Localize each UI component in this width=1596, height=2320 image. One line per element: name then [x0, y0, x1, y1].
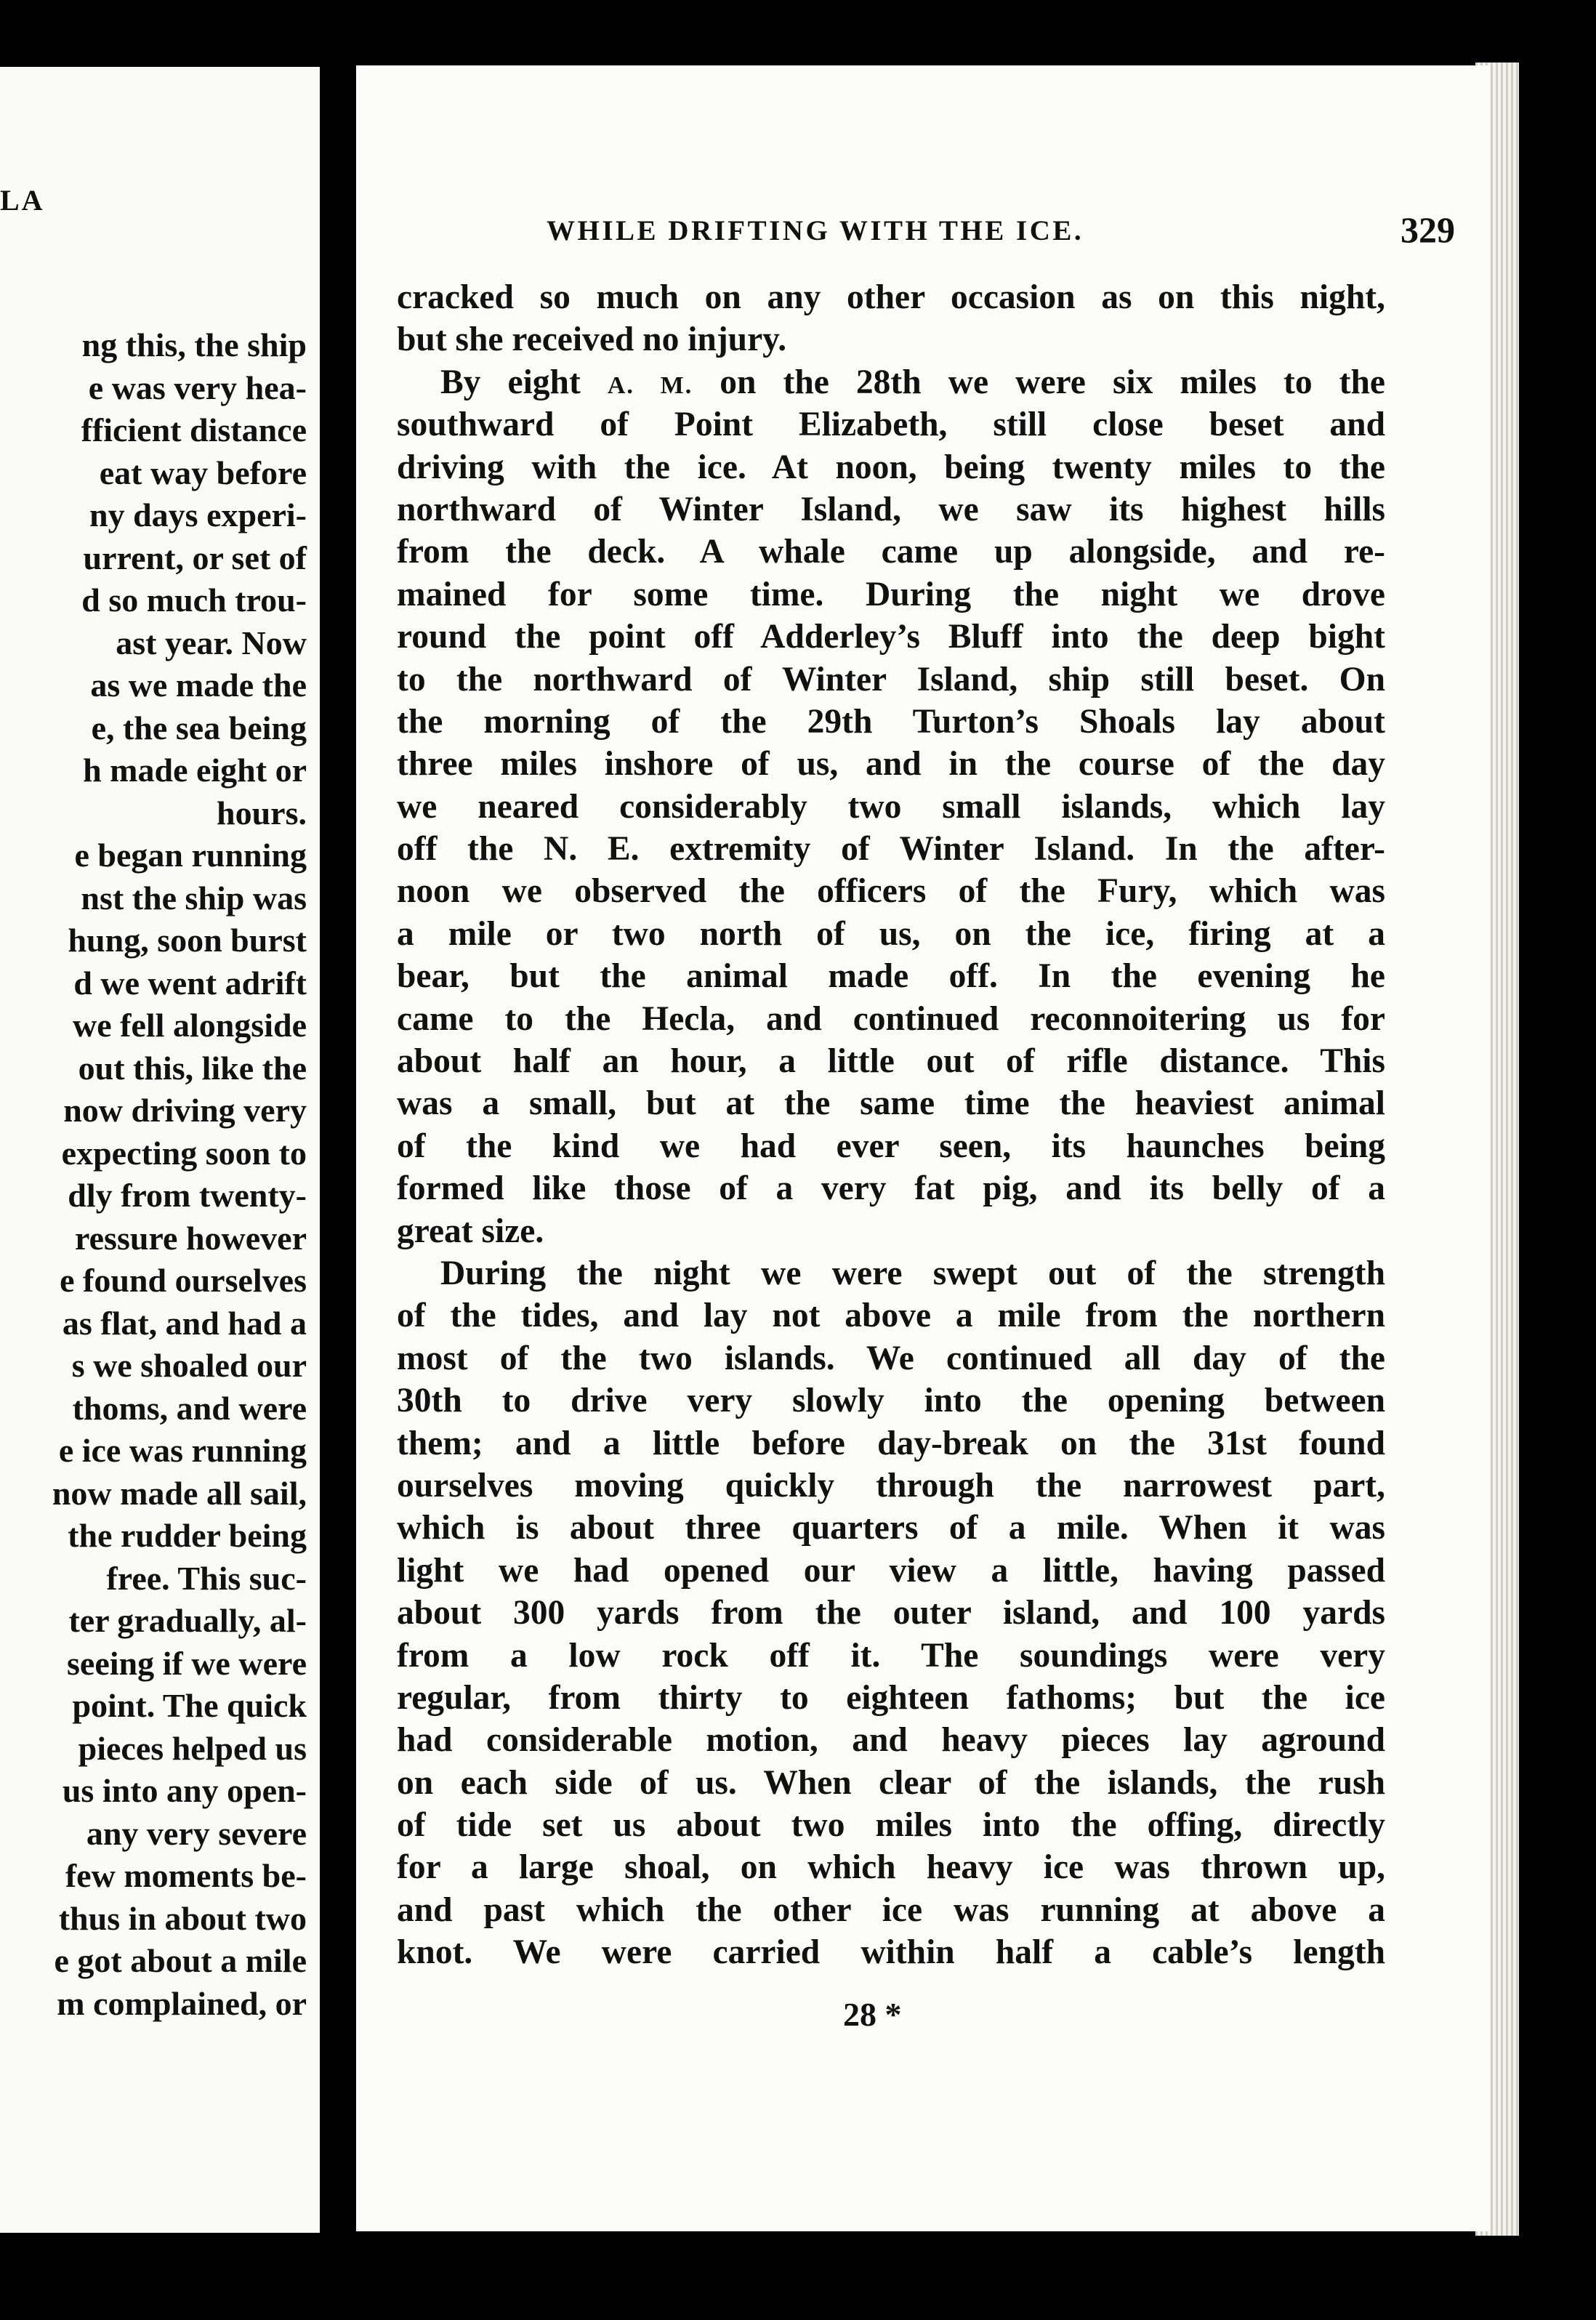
left-line: m complained, or [57, 1984, 307, 2022]
text-line: of the kind we had ever seen, its haunches being [397, 1127, 1385, 1165]
text-line: southward of Point Elizabeth, still close beset and [397, 406, 1385, 444]
left-line: any very severe [86, 1814, 307, 1852]
right-page [356, 65, 1490, 2231]
text-line: about 300 yards from the outer island, and 100 yards [397, 1594, 1385, 1632]
left-line: ny days experi- [89, 496, 307, 533]
text-line: bear, but the animal made off. In the evening he [397, 957, 1385, 996]
time-abbrev: A. M. [607, 371, 693, 399]
text-line: had considerable motion, and heavy pieces lay aground [397, 1721, 1385, 1760]
text-line: three miles inshore of us, and in the course of the day [397, 745, 1385, 784]
left-line: e began running [74, 837, 307, 874]
text-line: from the deck. A whale came up alongside, and re- [397, 533, 1385, 571]
text-line: of the tides, and lay not above a mile from the northern [397, 1297, 1385, 1335]
left-line: pieces helped us [78, 1729, 307, 1767]
left-line: h made eight or [83, 752, 307, 789]
text-line: a mile or two north of us, on the ice, firing at a [397, 914, 1385, 953]
left-line: ter gradually, al- [68, 1602, 307, 1639]
left-line: out this, like the [78, 1049, 307, 1087]
left-line: s we shoaled our [71, 1347, 307, 1384]
text-line: 30th to drive very slowly into the opening between [397, 1382, 1385, 1420]
text-line: noon we observed the officers of the Fury, which was [397, 872, 1385, 911]
left-line: thoms, and were [72, 1389, 307, 1427]
left-line: nst the ship was [81, 879, 307, 917]
text-line: the morning of the 29th Turton’s Shoals lay about [397, 702, 1385, 741]
left-line: e was very hea- [88, 368, 307, 406]
left-page-text [0, 324, 320, 2025]
text-fragment: By eight [440, 363, 581, 401]
page-number: 329 [1400, 209, 1455, 250]
left-line: d we went adrift [73, 964, 307, 1002]
left-line: as we made the [90, 666, 307, 704]
text-line [397, 361, 1385, 403]
text-line: from a low rock off it. The soundings were very [397, 1636, 1385, 1675]
left-line: hours. [217, 794, 307, 831]
left-line: urrent, or set of [83, 539, 307, 576]
left-line: hung, soon burst [68, 922, 307, 959]
left-line: e ice was running [58, 1432, 307, 1469]
left-line: ressure however [75, 1219, 307, 1257]
left-line: few moments be- [65, 1857, 307, 1894]
book-gutter [320, 58, 356, 2246]
left-page-header: LA [0, 184, 45, 217]
left-line: point. The quick [72, 1687, 307, 1724]
text-line: great size. [397, 1212, 544, 1250]
signature-mark: 28 * [843, 1996, 902, 2033]
left-line: now made all sail, [52, 1474, 307, 1512]
text-line: we neared considerably two small islands, which lay [397, 787, 1385, 826]
text-line: came to the Hecla, and continued reconnoitering us for [397, 999, 1385, 1038]
left-line: d so much trou- [81, 581, 307, 619]
left-line: e, the sea being [91, 709, 307, 746]
left-line: expecting soon to [61, 1134, 307, 1172]
left-line: seeing if we were [67, 1644, 307, 1682]
left-line: us into any open- [62, 1772, 307, 1809]
left-line: free. This suc- [106, 1559, 307, 1597]
text-line: regular, from thirty to eighteen fathoms; but the ice [397, 1678, 1385, 1717]
text-line: which is about three quarters of a mile. When it was [397, 1509, 1385, 1547]
running-title: WHILE DRIFTING WITH THE ICE. [547, 215, 1084, 246]
text-line: round the point off Adderley’s Bluff into the deep bight [397, 618, 1385, 656]
left-line: eat way before [99, 454, 307, 491]
text-line: driving with the ice. At noon, being twenty miles to the [397, 448, 1385, 486]
left-line: now driving very [63, 1092, 307, 1129]
text-line: knot. We were carried within half a cable’s length [397, 1933, 1385, 1972]
text-line: about half an hour, a little out of rifle distance. This [397, 1042, 1385, 1081]
text-line: light we had opened our view a little, having passed [397, 1551, 1385, 1590]
text-line: and past which the other ice was running at above a [397, 1890, 1385, 1929]
text-line: mained for some time. During the night we drove [397, 575, 1385, 613]
text-line: them; and a little before day-break on the 31st found [397, 1424, 1385, 1462]
text-line: cracked so much on any other occasion as on this night, [397, 278, 1385, 316]
running-head [547, 209, 1455, 250]
text-line: of tide set us about two miles into the offing, directly [397, 1806, 1385, 1845]
text-line: ourselves moving quickly through the narrowest part, [397, 1466, 1385, 1505]
left-line: we fell alongside [73, 1007, 307, 1044]
text-line: was a small, but at the same time the heaviest animal [397, 1084, 1385, 1123]
text-line: on each side of us. When clear of the islands, the rush [397, 1763, 1385, 1802]
left-line: dly from twenty- [68, 1177, 307, 1214]
left-line: ng this, the ship [81, 326, 307, 363]
left-line: ast year. Now [116, 624, 307, 661]
text-line: During the night we were swept out of the strength [440, 1254, 1385, 1292]
left-line: e got about a mile [54, 1942, 307, 1979]
left-line: fficient distance [81, 411, 307, 448]
text-line: off the N. E. extremity of Winter Island. In the after- [397, 830, 1385, 869]
text-line: for a large shoal, on which heavy ice was thrown up, [397, 1848, 1385, 1887]
left-page [0, 67, 320, 2233]
left-line: the rudder being [68, 1517, 307, 1554]
text-line: but she received no injury. [397, 321, 787, 359]
left-line: thus in about two [58, 1899, 307, 1937]
left-line: as flat, and had a [62, 1304, 307, 1342]
text-line: to the northward of Winter Island, ship still beset. On [397, 660, 1385, 698]
text-fragment: on the 28th we were six miles to the [720, 363, 1385, 401]
body-text [397, 276, 1385, 1974]
left-line: e found ourselves [60, 1262, 307, 1299]
text-line: northward of Winter Island, we saw its highest hills [397, 490, 1385, 528]
text-line: formed like those of a very fat pig, and its belly of a [397, 1169, 1385, 1208]
text-line: most of the two islands. We continued all day of the [397, 1339, 1385, 1377]
